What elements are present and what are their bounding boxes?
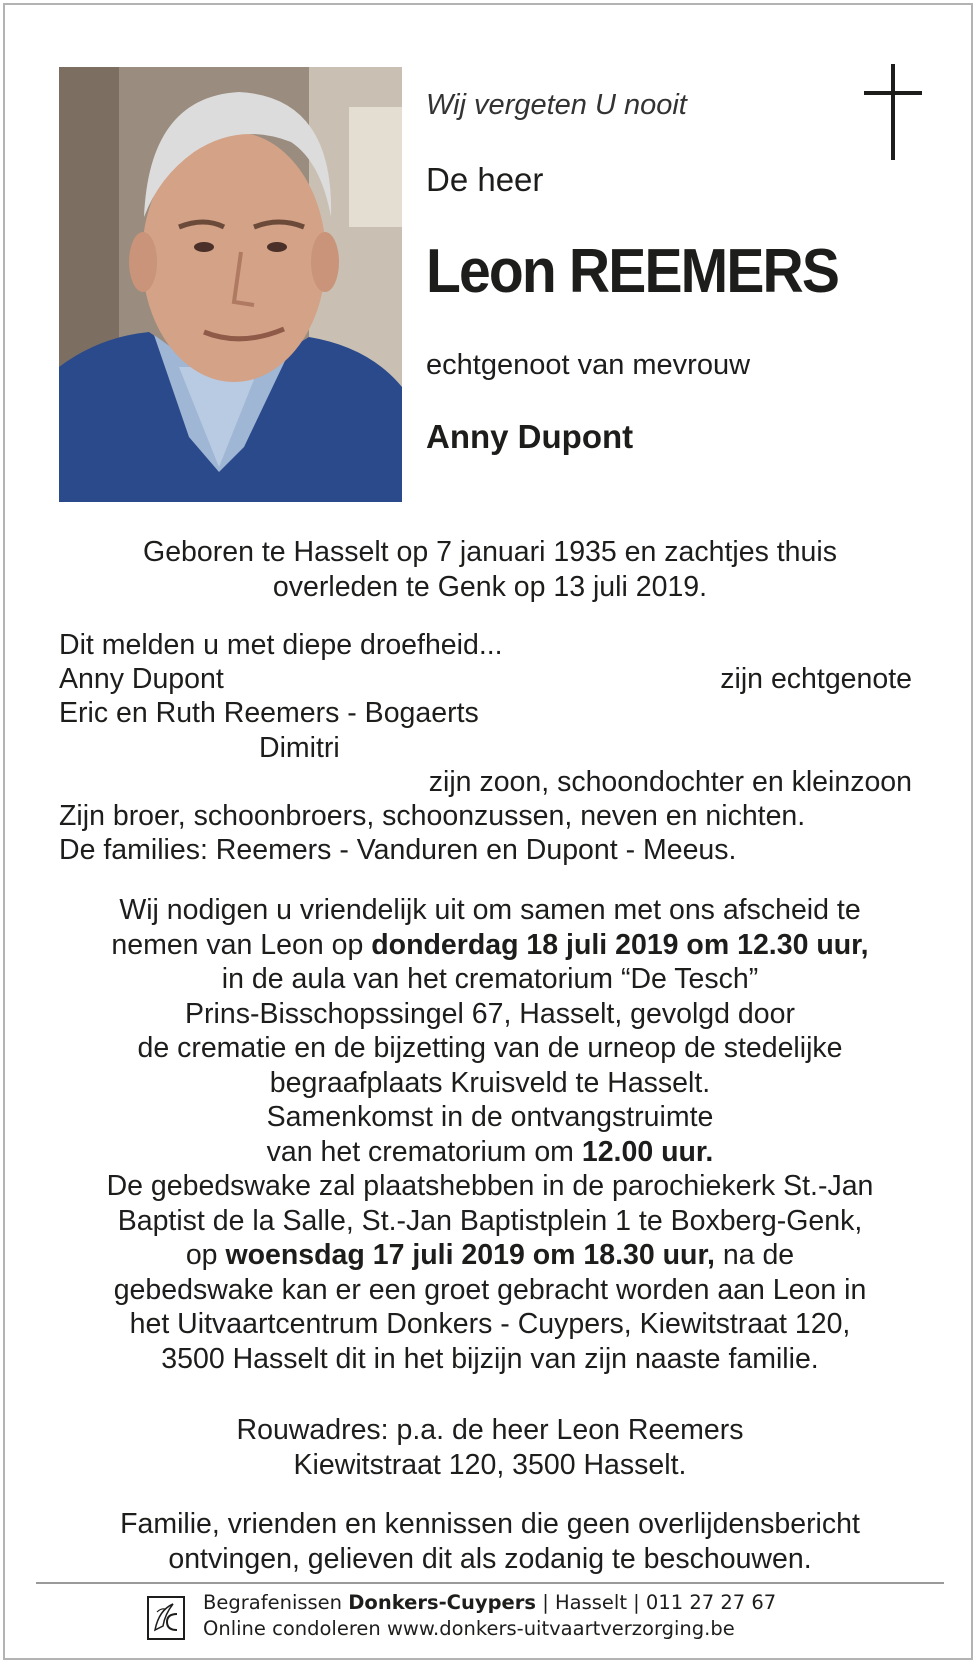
family-list [59,628,912,867]
text-fragment: nemen van Leon op [111,928,372,961]
text-line: Kiewitstraat 120, 3500 Hasselt. [293,1448,687,1481]
birth-death-text [40,535,940,604]
ceremony-text [40,893,940,1376]
text-line: overleden te Genk op 13 juli 2019. [272,570,708,603]
family-spouse: Anny Dupont [59,663,224,696]
portrait-photo [59,67,402,502]
text-line [40,1238,940,1273]
text-line [40,928,940,963]
wake-date: woensdag 17 juli 2019 om 18.30 uur, [225,1239,715,1271]
family-families: De families: Reemers - Vanduren en Dupont - Meeus. [59,834,737,867]
funeral-home-logo-icon [147,1596,185,1640]
text-line: De gebedswake zal plaatshebben in de parochiekerk St.-Jan [106,1170,874,1202]
family-son: Eric en Ruth Reemers - Bogaerts [59,697,479,730]
text-line: Baptist de la Salle, St.-Jan Baptistplein 1 te Boxberg-Genk, [117,1204,863,1237]
family-spouse-role: zijn echtgenote [720,663,912,696]
text-line: gebedswake kan er een groet gebracht worden aan Leon in [113,1273,867,1306]
text-line: Geboren te Hasselt op 7 januari 1935 en zachtjes thuis [143,536,837,568]
footer-text [203,1590,776,1642]
text-line: Prins-Bisschopssingel 67, Hasselt, gevolgd door [185,997,795,1030]
family-grandson: Dimitri [259,731,340,764]
condolence-link[interactable]: Online condoleren www.donkers-uitvaartverzorging.be [203,1617,735,1640]
footer-divider [36,1582,944,1584]
text-line: ontvingen, gelieven dit als zodanig te beschouwen. [168,1542,812,1575]
family-intro: Dit melden u met diepe droefheid... [59,629,503,661]
family-siblings: Zijn broer, schoonbroers, schoonzussen, neven en nichten. [59,799,806,832]
text-line [40,1135,940,1170]
gathering-time: 12.00 uur. [581,1135,714,1168]
family-son-role: zijn zoon, schoondochter en kleinzoon [428,765,912,798]
motto: Wij vergeten U nooit [426,89,687,121]
cross-icon [864,64,922,160]
honorific: De heer [426,161,544,198]
mourning-address [40,1413,940,1482]
ceremony-date: donderdag 18 juli 2019 om 12.30 uur, [371,928,869,961]
footer-line [203,1590,776,1616]
text-line: Wij nodigen u vriendelijk uit om samen met ons afscheid te [119,894,861,926]
closing-note [40,1507,940,1576]
text-line: begraafplaats Kruisveld te Hasselt. [269,1066,711,1099]
text-fragment: | Hasselt | 011 27 27 67 [536,1591,777,1614]
text-fragment: Begrafenissen [203,1591,349,1614]
text-line: het Uitvaartcentrum Donkers - Cuypers, Kiewitstraat 120, [129,1308,851,1340]
text-line: in de aula van het crematorium “De Tesch” [221,963,759,995]
text-line: Rouwadres: p.a. de heer Leon Reemers [236,1414,744,1446]
spouse-name: Anny Dupont [426,418,634,455]
text-fragment: op [185,1239,226,1271]
text-line: de crematie en de bijzetting van de urneop de stedelijke [137,1032,843,1064]
text-line: 3500 Hasselt dit in het bijzijn van zijn naaste familie. [161,1342,819,1375]
text-fragment: van het crematorium om [266,1135,582,1168]
deceased-name: Leon REEMERS [426,237,839,306]
text-fragment: na de [714,1239,795,1271]
footer [147,1590,907,1650]
spouse-intro: echtgenoot van mevrouw [426,349,751,381]
text-line: Samenkomst in de ontvangstruimte [266,1101,714,1133]
text-line: Familie, vrienden en kennissen die geen overlijdensbericht [120,1508,860,1540]
company-name: Donkers-Cuypers [348,1591,536,1614]
